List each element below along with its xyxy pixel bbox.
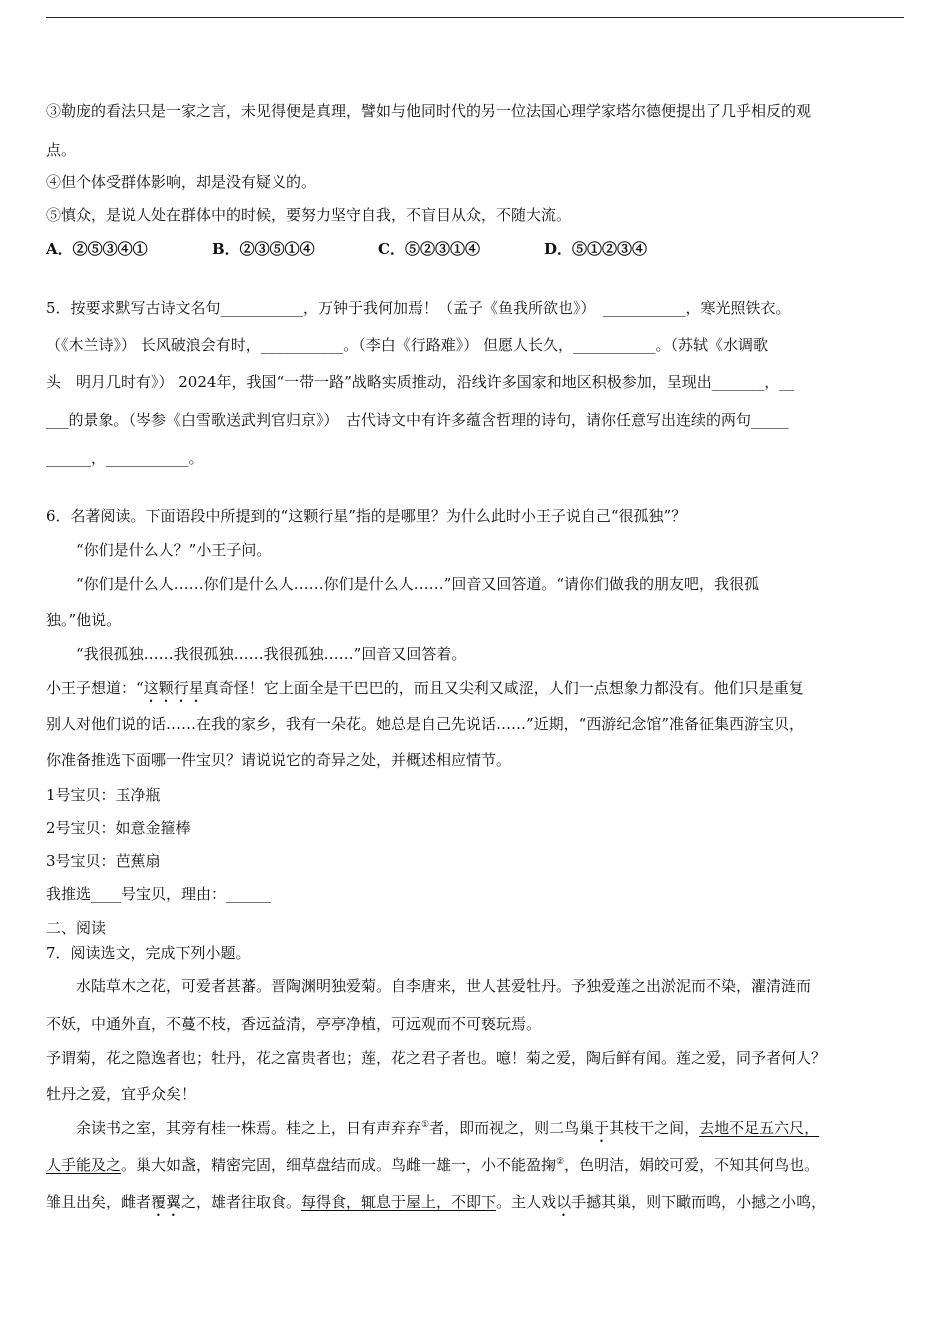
q4-option-d[interactable]: D．⑤①②③④ <box>544 240 648 258</box>
q4-option-a[interactable]: A．②⑤③④① <box>46 240 148 258</box>
q7-p2a-text-1: 余读书之室，其旁有桂一株焉。桂之上，日有声弃弃 <box>76 1119 422 1137</box>
q7-p2c-text-3: 。主人戏 <box>496 1193 557 1211</box>
q4-sentence-4: ④但个体受群体影响，却是没有疑义的。 <box>46 173 317 191</box>
q7-p2a-text-3: 其枝干之间， <box>609 1119 700 1137</box>
q6-thought-line <box>46 678 804 706</box>
header-rule <box>46 17 904 18</box>
footnote-marker-2: ② <box>556 1157 565 1167</box>
q5-line-5: ______，___________。 <box>46 449 204 467</box>
q7-underlined-sentence-2: 每得食，辄息于屋上，不即下 <box>301 1193 497 1211</box>
q5-line-2: （《木兰诗》） 长风破浪会有时，___________。（李白《行路难》） 但愿人长久，___________。（苏轼《水调歌 <box>46 336 769 354</box>
q6-item-1: 1号宝贝：玉净瓶 <box>46 786 161 804</box>
q7-emphasis-yi: 以 <box>556 1193 572 1211</box>
q6-prompt: 6．名著阅读。下面语段中所提到的“这颗行星”指的是哪里？为什么此时小王子说自己“很孤独”？ <box>46 507 687 525</box>
q4-options <box>46 239 647 259</box>
q4-option-c[interactable]: C．⑤②③①④ <box>378 240 480 258</box>
q7-passage-1c: 予谓菊，花之隐逸者也；牡丹，花之富贵者也；莲，花之君子者也。噫！菊之爱，陶后鲜有闻。莲之爱，同予者何人？ <box>46 1049 827 1067</box>
q7-passage-1a: 水陆草木之花，可爱者甚蕃。晋陶渊明独爱菊。自李唐来，世人甚爱牡丹。予独爱莲之出淤泥而不染，濯清涟而 <box>76 977 812 995</box>
q7-p2b-text-2: ，色明洁，娟皎可爱，不知其何鸟也。 <box>564 1156 820 1174</box>
q4-option-b[interactable]: B．②③⑤①④ <box>212 240 315 258</box>
q7-p2c-text-4: 手撼其巢，则下瞰而鸣，小撼之小鸣， <box>571 1193 827 1211</box>
q4-sentence-3b: 点。 <box>46 141 77 159</box>
q7-underlined-sentence-1a: 去地不足五六尺， <box>699 1119 820 1137</box>
q5-line-4: ___的景象。（岑参《白雪歌送武判官归京》） 古代诗文中有许多蕴含哲理的诗句，请你任意写出连续的两句_____ <box>46 411 789 429</box>
q7-emphasis-fuyi: 覆翼 <box>151 1193 182 1211</box>
footnote-marker-1: ① <box>421 1120 430 1130</box>
q6-line-7: 别人对他们说的话……在我的家乡，我有一朵花。她总是自己先说话……”近期，“西游纪念馆”准备征集西游宝贝， <box>46 715 805 733</box>
q6-recommend: 我推选____号宝贝，理由：______ <box>46 885 272 903</box>
q7-emphasis-yu: 于 <box>594 1119 610 1137</box>
q6-emphasis-planet: 这颗行星 <box>143 679 204 697</box>
q6-thought-pre: 小王子想道：“ <box>46 679 144 697</box>
q7-p2a-text-2: 者，即而视之，则二鸟巢 <box>429 1119 595 1137</box>
q7-prompt: 7．阅读选文，完成下列小题。 <box>46 944 251 962</box>
q6-line-8: 你准备推选下面哪一件宝贝？请说说它的奇异之处，并概述相应情节。 <box>46 751 512 769</box>
q7-p2b-text-1: 。巢大如盏，精密完固，细草盘结而成。鸟雌一雄一，小不能盈掬 <box>121 1156 557 1174</box>
q6-dialogue-2b: 独。”他说。 <box>46 611 122 629</box>
q7-passage-2c <box>46 1192 826 1220</box>
q7-underlined-sentence-1b: 人手能及之 <box>46 1156 122 1174</box>
q7-passage-2a <box>76 1118 819 1146</box>
q6-dialogue-3: “我很孤独……我很孤独……我很孤独……”回音又回答着。 <box>76 645 467 663</box>
q7-p2c-text-1: 雏且出矣，雌者 <box>46 1193 152 1211</box>
q6-dialogue-2: “你们是什么人……你们是什么人……你们是什么人……”回音又回答道。“请你们做我的朋友吧，我很孤 <box>76 575 760 593</box>
q5-line-1: 5．按要求默写古诗文名句___________，万钟于我何加焉！（孟子《鱼我所欲也》） ___________，寒光照铁衣。 <box>46 299 791 317</box>
q4-sentence-3a: ③勒庞的看法只是一家之言，未见得便是真理，譬如与他同时代的另一位法国心理学家塔尔德便提出了几乎相反的观 <box>46 102 812 120</box>
q7-passage-1b: 不妖，中通外直，不蔓不枝，香远益清，亭亭净植，可远观而不可亵玩焉。 <box>46 1015 542 1033</box>
q6-item-2: 2号宝贝：如意金箍棒 <box>46 819 191 837</box>
q6-thought-post: 真奇怪！它上面全是干巴巴的，而且又尖利又咸涩，人们一点想象力都没有。他们只是重复 <box>203 679 804 697</box>
section-title-reading: 二、阅读 <box>46 919 107 937</box>
q7-p2c-text-2: 之，雄者往取食。 <box>181 1193 302 1211</box>
q5-line-3: 头 明月几时有》） 2024年，我国“一带一路”战略实质推动，沿线许多国家和地区积极参加，呈现出_______，__ <box>46 373 795 391</box>
q7-passage-1d: 牡丹之爱，宜乎众矣！ <box>46 1085 197 1103</box>
q4-sentence-5: ⑤慎众，是说人处在群体中的时候，要努力坚守自我，不盲目从众，不随大流。 <box>46 206 572 224</box>
q7-passage-2b <box>46 1155 819 1175</box>
q6-item-3: 3号宝贝：芭蕉扇 <box>46 852 161 870</box>
q6-dialogue-1: “你们是什么人？”小王子问。 <box>76 541 272 559</box>
